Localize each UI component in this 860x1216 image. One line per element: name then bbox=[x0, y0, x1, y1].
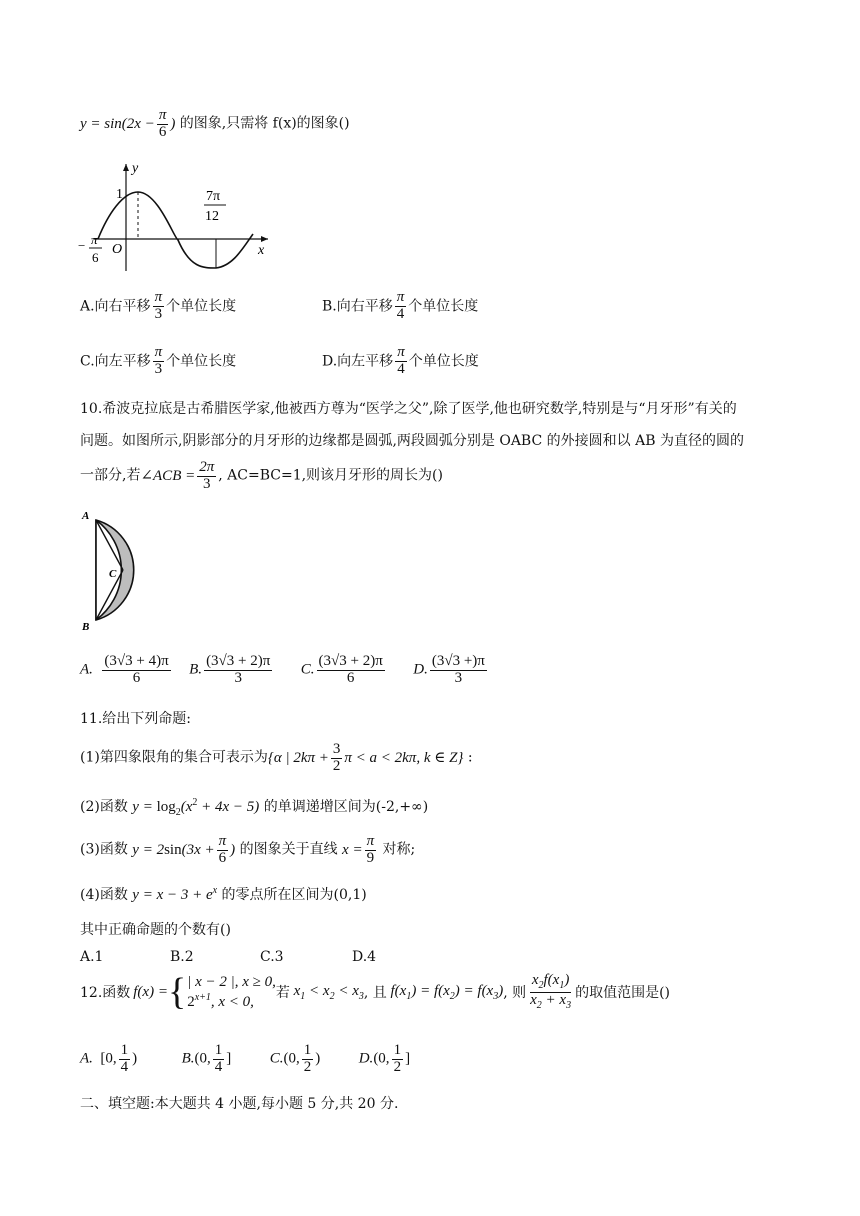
q9-right-label-num: 7π bbox=[206, 189, 221, 204]
q9-option-a-num: π bbox=[154, 289, 163, 305]
q10-option-b-num: (3√3 + 2)π bbox=[206, 653, 271, 669]
q9-option-a bbox=[80, 290, 236, 323]
q9-intro-text: 的图象,只需将 f(x)的图象() bbox=[179, 115, 350, 132]
q11-prop2-math: $y = \log_2(x^2 + 4x - 5)$ bbox=[132, 797, 260, 818]
q12-option-c: C.(0, $\frac{1}{2}$ ) bbox=[269, 1042, 321, 1075]
q9-option-a-pre: A.向右平移 bbox=[80, 298, 151, 315]
q11-options bbox=[80, 949, 376, 965]
q12-option-a: A. [0, $\frac{1}{4}$ ) bbox=[80, 1042, 138, 1075]
q10-option-d-num: (3√3 +)π bbox=[431, 653, 485, 669]
q11-prop4-math: $y = x - 3 + e^x$ bbox=[132, 885, 218, 903]
q9-option-c-num: π bbox=[154, 344, 163, 360]
q9-option-d-pre: D.向左平移 bbox=[322, 353, 394, 370]
q10-option-c: C. $\frac{(3√3 + 2)\pi}{6}$ bbox=[300, 653, 383, 686]
svg-text:−: − bbox=[78, 238, 86, 253]
q11-prop3: (3)函数 y = 2sin(3x + $\frac{\pi}{6}$ ) 的图象关于直线 x = $\frac{\pi}{9}$ 对称; bbox=[80, 833, 416, 866]
q9-option-b-num: π bbox=[396, 289, 405, 305]
q12-expression: $\frac{x_2f(x_1)}{x_2 + x_3}$ bbox=[530, 972, 572, 1011]
q10-option-a-num: (3√3 + 4)π bbox=[104, 653, 169, 669]
q9-left-label-num: π bbox=[91, 232, 98, 247]
q9-left-label-den: 6 bbox=[92, 250, 99, 265]
q12-options bbox=[80, 1043, 410, 1076]
q11-prop3-math: y = 2sin(3x + $\frac{\pi}{6}$ ) bbox=[132, 833, 236, 866]
section2-heading: 二、填空题:本大题共 4 小题,每小题 5 分,共 20 分. bbox=[80, 1096, 399, 1112]
q9-option-a-den: 3 bbox=[154, 305, 163, 322]
q9-intro bbox=[80, 108, 350, 141]
q12-option-d: D.(0, $\frac{1}{2}$ ] bbox=[358, 1042, 411, 1075]
q10-line1: 10.希波克拉底是古希腊医学家,他被西方尊为“医学之父”,除了医学,他也研究数学,特别是与“月牙形”有关的 bbox=[80, 401, 737, 417]
q10-point-a: A bbox=[82, 510, 90, 522]
q10-option-b-den: 3 bbox=[234, 669, 242, 686]
q9-option-b-den: 4 bbox=[396, 305, 405, 322]
q9-x-axis-label: x bbox=[258, 243, 265, 258]
q10-point-c: C bbox=[109, 568, 117, 580]
q10-point-b: B bbox=[82, 621, 90, 633]
q11-ask: 其中正确命题的个数有() bbox=[80, 922, 231, 938]
q9-option-b-pre: B.向右平移 bbox=[322, 298, 393, 315]
q11-option-a: A.1 bbox=[80, 949, 104, 965]
q9-option-c-post: 个单位长度 bbox=[166, 353, 237, 370]
q10-option-c-num: (3√3 + 2)π bbox=[318, 653, 383, 669]
q11-prop2: (2)函数 $y = \log_2(x^2 + 4x - 5)$ 的单调递增区间为(-2,+∞) bbox=[80, 797, 429, 818]
q9-option-c-den: 3 bbox=[154, 360, 163, 377]
q10-option-a-den: 6 bbox=[132, 669, 141, 686]
q9-option-d-den: 4 bbox=[397, 360, 405, 377]
q9-option-d-num: π bbox=[397, 344, 405, 360]
q9-option-b-post: 个单位长度 bbox=[408, 298, 479, 315]
q11-prop4: (4)函数 $y = x - 3 + e^x$ 的零点所在区间为(0,1) bbox=[80, 885, 367, 903]
q10-lune-figure bbox=[78, 506, 153, 634]
q10-options bbox=[80, 654, 489, 687]
q9-option-b bbox=[322, 290, 478, 323]
q11-title: 11.给出下列命题: bbox=[80, 711, 191, 727]
q11-option-d: D.4 bbox=[352, 949, 377, 965]
q10-line2: 问题。如图所示,阴影部分的月牙形的边缘都是圆弧,两段圆弧分别是 OABC 的外接圆和以 AB 为直径的圆的 bbox=[80, 433, 744, 449]
q11-option-c: C.3 bbox=[260, 949, 284, 965]
q11-prop1: (1)第四象限角的集合可表示为{α | 2kπ + $\frac{3}{2}$ π < a < 2kπ, k ∈ Z} : bbox=[80, 741, 473, 774]
q9-option-c bbox=[80, 345, 236, 378]
q9-sine-graph bbox=[78, 158, 278, 276]
q9-option-c-pre: C.向左平移 bbox=[80, 353, 151, 370]
q9-peak-label: 1 bbox=[116, 187, 123, 202]
q9-origin-label: O bbox=[112, 242, 123, 257]
q12-order: $x_1 < x_2 < x_3$ bbox=[289, 982, 364, 1002]
q10-option-d: D. $\frac{(3√3 +)\pi}{3}$ bbox=[413, 653, 485, 686]
q10-line3-pre: 一部分,若 bbox=[80, 467, 141, 484]
q12-stem: 12.函数 f(x) = { | x − 2 |, x ≥ 0, $2^{x+1}$, x < 0, 若 $x_1 < x_2 < x_3$ , 且 $f(x_1) = f(x_2) = f(x_3)$ , 则 $\frac{x_2f(x_1)}{x_2 + x_3}$ 的取值范围是() bbox=[80, 971, 671, 1014]
q10-option-c-den: 6 bbox=[346, 669, 355, 686]
q11-prop1-math: {α | 2kπ + $\frac{3}{2}$ π < a < 2kπ, k ∈ Z} bbox=[267, 741, 464, 774]
q10-line3-post: , AC=BC=1,则该月牙形的周长为() bbox=[218, 467, 443, 484]
q9-function: y = sin(2x − $\frac{\pi}{6}$ ) bbox=[80, 107, 176, 140]
q12-equal: $f(x_1) = f(x_2) = f(x_3)$ bbox=[386, 982, 504, 1002]
q12-function: f(x) = bbox=[133, 983, 168, 1000]
q12-piecewise: { | x − 2 |, x ≥ 0, $2^{x+1}$, x < 0, bbox=[167, 971, 276, 1014]
q10-option-b: B. $\frac{(3√3 + 2)\pi}{3}$ bbox=[189, 653, 271, 686]
q9-option-d-post: 个单位长度 bbox=[408, 353, 479, 370]
q11-prop3-line: x = $\frac{\pi}{9}$ bbox=[342, 833, 375, 866]
q10-line3 bbox=[80, 460, 443, 493]
q10-angle: ∠ACB = $\frac{2\pi}{3}$ bbox=[140, 459, 215, 492]
q9-option-a-post: 个单位长度 bbox=[166, 298, 237, 315]
q12-option-b: B.(0, $\frac{1}{4}$ ] bbox=[181, 1042, 232, 1075]
q9-option-d bbox=[322, 345, 479, 378]
q11-option-b: B.2 bbox=[170, 949, 194, 965]
q9-y-axis-label: y bbox=[132, 161, 139, 176]
q9-right-label-den: 12 bbox=[205, 209, 219, 224]
q10-option-d-den: 3 bbox=[454, 669, 463, 686]
q10-option-a: A. $\frac{(3√3 + 4)\pi}{6}$ bbox=[80, 653, 169, 686]
